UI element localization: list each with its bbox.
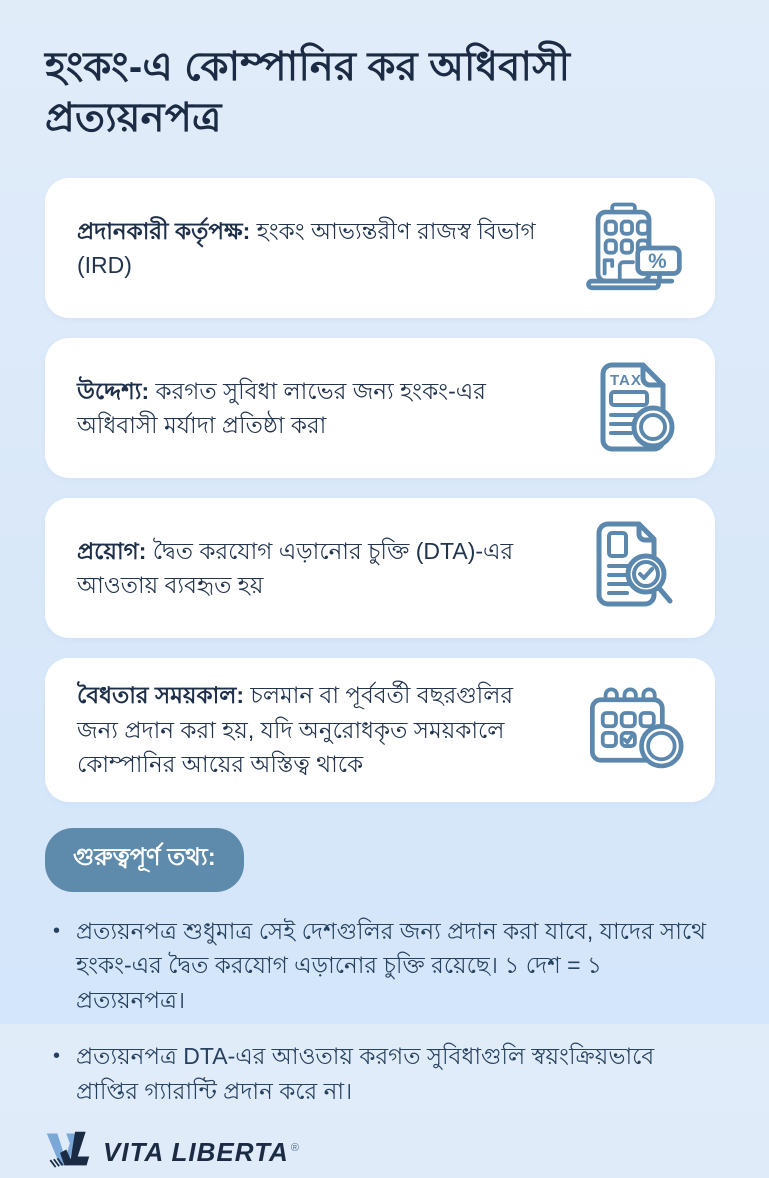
trademark-symbol: ® (290, 1142, 300, 1155)
list-item (53, 1039, 713, 1108)
card-label: প্রয়োগ: (77, 537, 147, 564)
card-label: প্রদানকারী কর্তৃপক্ষ: (77, 217, 251, 244)
brand-footer (45, 1130, 715, 1174)
card-text (77, 678, 559, 782)
card-value: চলমান বা পূর্ববর্তী বছরগুলির জন্য প্রদান করা হয়, যদি অনুরোধকৃত সময়কালে কোম্পানির আয়ের অস্তিত্ব থাকে (77, 682, 514, 778)
bullet-dot: • (53, 919, 61, 942)
card-text (77, 374, 559, 443)
building-percent-icon (581, 198, 685, 298)
important-info-badge: গুরুত্বপূর্ণ তথ্য: (45, 828, 244, 892)
list-item (53, 914, 713, 1018)
card-validity-period (45, 658, 715, 802)
important-bullet-list (45, 914, 715, 1109)
svg-text:TAX: TAX (610, 372, 642, 390)
card-application (45, 498, 715, 638)
page-title: হংকং-এ কোম্পানির কর অধিবাসী প্রত্যয়নপত্র (45, 45, 571, 141)
card-issuing-authority (45, 178, 715, 318)
card-text (77, 214, 559, 283)
bullet-dot: • (53, 1045, 61, 1068)
svg-text:%: % (648, 250, 667, 274)
tax-document-icon (581, 358, 685, 458)
bullet-text: প্রত্যয়নপত্র শুধুমাত্র সেই দেশগুলির জন্য প্রদান করা যাবে, যাদের সাথে হংকং-এর দ্বৈত করযোগ এড়ানোর চুক্তি রয়েছে। ১ দেশ = ১ প্রত্যয়নপত্র। (76, 917, 707, 1013)
calendar-search-icon (581, 680, 685, 780)
important-section (45, 828, 715, 1109)
card-text (77, 534, 559, 603)
info-cards (45, 178, 715, 802)
card-value: হংকং আভ্যন্তরীণ রাজস্ব বিভাগ (IRD) (77, 217, 536, 279)
brand-text: VITA LIBERTA (103, 1136, 289, 1167)
brand-name (103, 1137, 300, 1168)
card-label: বৈধতার সময়কাল: (77, 682, 245, 709)
vita-liberta-logo-icon (45, 1130, 91, 1174)
card-label: উদ্দেশ্য: (77, 377, 150, 404)
bullet-text: প্রত্যয়নপত্র DTA-এর আওতায় করগত সুবিধাগুলি স্বয়ংক্রিয়ভাবে প্রাপ্তির গ্যারান্টি প্রদান করে না। (76, 1043, 655, 1104)
card-value: দ্বৈত করযোগ এড়ানোর চুক্তি (DTA)-এর আওতায় ব্যবহৃত হয় (77, 537, 514, 599)
card-value: করগত সুবিধা লাভের জন্য হংকং-এর অধিবাসী মর্যাদা প্রতিষ্ঠা করা (77, 377, 486, 439)
card-purpose (45, 338, 715, 478)
document-search-check-icon (581, 518, 685, 618)
